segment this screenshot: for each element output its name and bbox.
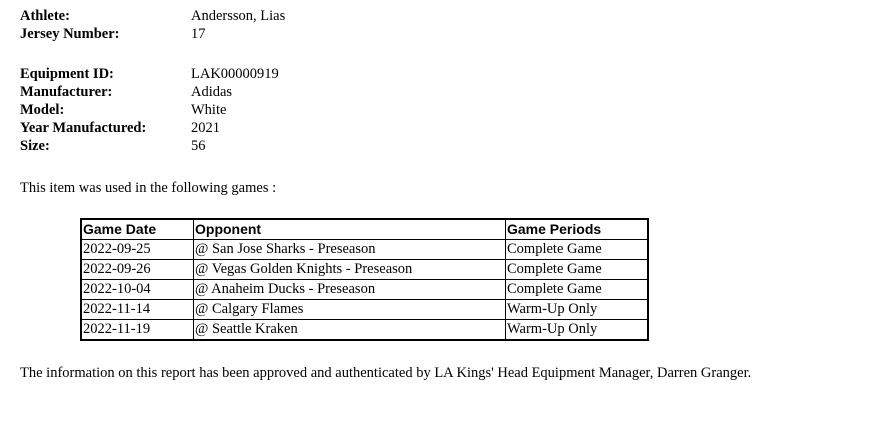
- header-game-date: Game Date: [81, 219, 194, 240]
- header-game-periods: Game Periods: [506, 219, 649, 240]
- year-value: 2021: [191, 120, 220, 136]
- model-row: [20, 101, 279, 119]
- header-opponent: Opponent: [194, 219, 506, 240]
- athlete-row: [20, 7, 285, 25]
- table-row: [81, 300, 648, 320]
- year-row: [20, 119, 279, 137]
- authentication-note: The information on this report has been approved and authenticated by LA Kings' Head Equipment Manager, Darren Granger.: [20, 365, 752, 381]
- model-value: White: [191, 102, 227, 118]
- game-date-cell: 2022-09-25: [81, 240, 194, 260]
- equipment-info: [20, 65, 279, 155]
- equipment-id-value: LAK00000919: [191, 66, 279, 82]
- manufacturer-label: Manufacturer:: [20, 84, 113, 100]
- opponent-cell: @ Anaheim Ducks - Preseason: [194, 280, 506, 300]
- jersey-label: Jersey Number:: [20, 26, 120, 42]
- game-periods-cell: Warm-Up Only: [506, 300, 649, 320]
- athlete-label: Athlete:: [20, 8, 70, 24]
- games-intro-text: This item was used in the following games :: [20, 180, 277, 196]
- table-row: [81, 320, 648, 341]
- game-periods-cell: Complete Game: [506, 240, 649, 260]
- table-row: [81, 260, 648, 280]
- year-label: Year Manufactured:: [20, 120, 147, 136]
- game-date-cell: 2022-10-04: [81, 280, 194, 300]
- jersey-row: [20, 25, 285, 43]
- opponent-cell: @ Calgary Flames: [194, 300, 506, 320]
- game-date-cell: 2022-11-19: [81, 320, 194, 341]
- manufacturer-value: Adidas: [191, 84, 233, 100]
- jersey-value: 17: [191, 26, 206, 42]
- opponent-cell: @ Seattle Kraken: [194, 320, 506, 341]
- table-row: [81, 280, 648, 300]
- table-header-row: [81, 219, 648, 240]
- game-date-cell: 2022-09-26: [81, 260, 194, 280]
- game-periods-cell: Complete Game: [506, 260, 649, 280]
- game-periods-cell: Complete Game: [506, 280, 649, 300]
- equipment-id-label: Equipment ID:: [20, 66, 114, 82]
- manufacturer-row: [20, 83, 279, 101]
- games-table: [80, 218, 649, 341]
- size-row: [20, 137, 279, 155]
- model-label: Model:: [20, 102, 65, 118]
- size-label: Size:: [20, 138, 50, 154]
- equipment-id-row: [20, 65, 279, 83]
- opponent-cell: @ Vegas Golden Knights - Preseason: [194, 260, 506, 280]
- game-periods-cell: Warm-Up Only: [506, 320, 649, 341]
- table-row: [81, 240, 648, 260]
- size-value: 56: [191, 138, 206, 154]
- opponent-cell: @ San Jose Sharks - Preseason: [194, 240, 506, 260]
- game-date-cell: 2022-11-14: [81, 300, 194, 320]
- athlete-value: Andersson, Lias: [191, 8, 286, 24]
- athlete-info: [20, 7, 285, 43]
